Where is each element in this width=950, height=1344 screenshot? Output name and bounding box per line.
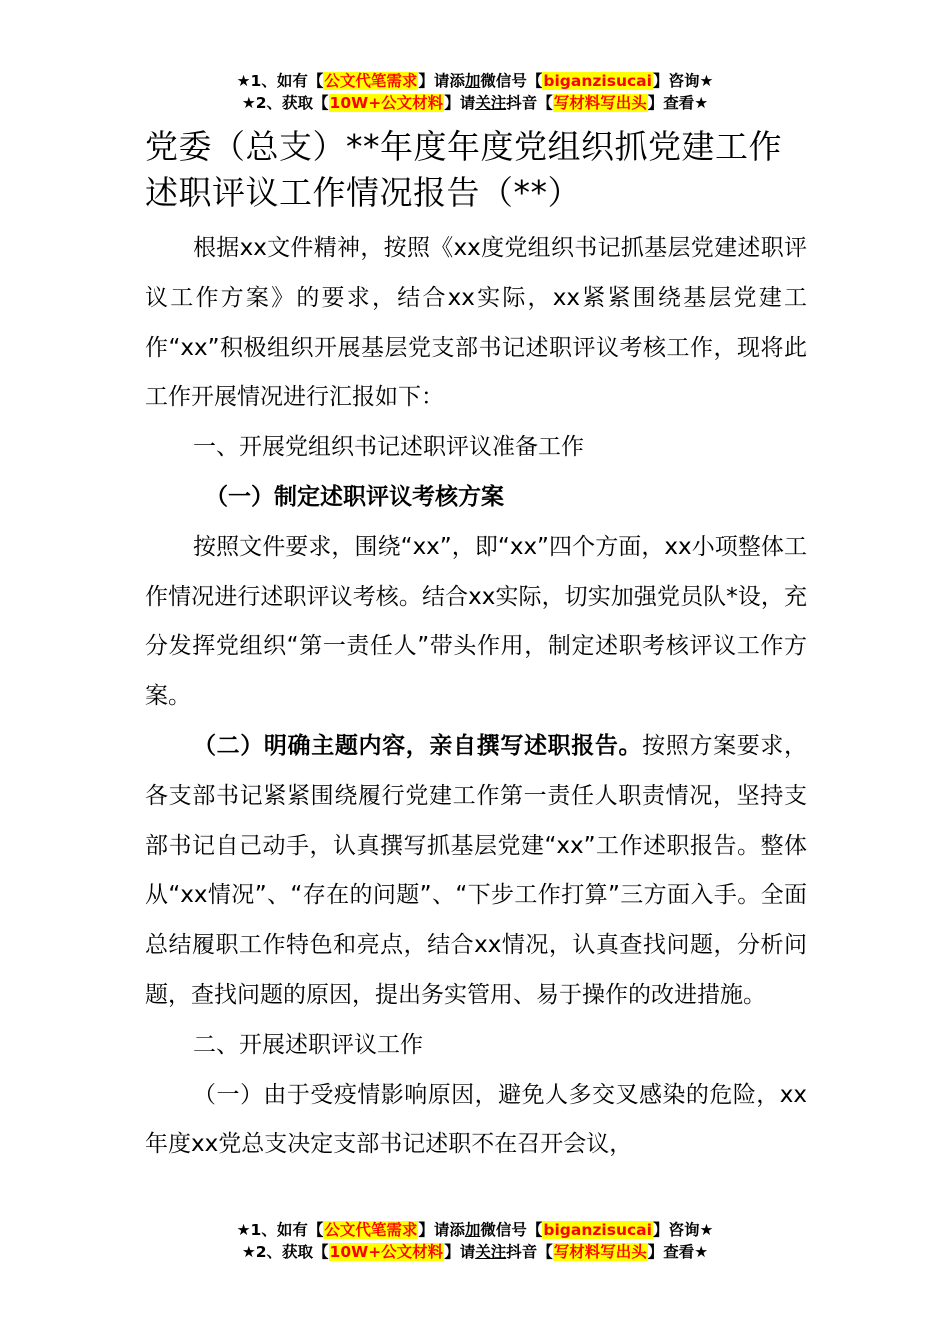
header-promo-banner xyxy=(0,70,950,114)
subsection-1-paragraph: 按照文件要求，围绕“xx”，即“xx”四个方面，xx小项整体工作情况进行述职评议考核。结合xx实际，切实加强党员队*设，充分发挥党组织“第一责任人”带头作用，制定述职考核评议工作方案。 xyxy=(145,533,807,710)
promo-highlight: 10W+公文材料 xyxy=(329,1243,444,1261)
section-1-heading: 一、开展党组织书记述职评议准备工作 xyxy=(193,434,584,461)
promo-line-1: ★1、如有【公文代笔需求】请添加微信号【biganzisucai】咨询★ xyxy=(236,72,714,90)
document-title: 党委（总支）**年度年度党组织抓党建工作述职评议工作情况报告（**） xyxy=(145,127,782,212)
promo-douyin-id: 写材料写出头 xyxy=(553,94,647,112)
promo-highlight: 10W+公文材料 xyxy=(329,94,444,112)
subsection-2-paragraph: （二）明确主题内容，亲自撰写述职报告。按照方案要求，各支部书记紧紧围绕履行党建工作第一责任人职责情况，坚持支部书记自己动手，认真撰写抓基层党建“xx”工作述职报告。整体从“xx情况”、“存在的问题”、“下步工作打算”三方面入手。全面总结履职工作特色和亮点，结合xx情况，认真查找问题，分析问题，查找问题的原因，提出务实管用、易于操作的改进措施。 xyxy=(145,732,808,1008)
subsection-2-heading: （二）明确主题内容，亲自撰写述职报告。 xyxy=(193,732,643,759)
promo-wechat-id: biganzisucai xyxy=(543,72,652,90)
promo-line-2: ★2、获取【10W+公文材料】请关注抖音【写材料写出头】查看★ xyxy=(241,1243,709,1261)
intro-paragraph: 根据xx文件精神，按照《xx度党组织书记抓基层党建述职评议工作方案》的要求，结合xx实际，xx紧紧围绕基层党建工作“xx”积极组织开展基层党支部书记述职评议考核工作，现将此工作开展情况进行汇报如下： xyxy=(145,235,807,411)
promo-highlight: 公文代笔需求 xyxy=(324,72,418,90)
document-body xyxy=(145,124,807,1170)
subsection-1-heading: （一）制定述职评议考核方案 xyxy=(205,483,504,510)
promo-douyin-id: 写材料写出头 xyxy=(553,1243,647,1261)
promo-wechat-id: biganzisucai xyxy=(543,1221,652,1239)
promo-line-1: ★1、如有【公文代笔需求】请添加微信号【biganzisucai】咨询★ xyxy=(236,1221,714,1239)
section-2-heading: 二、开展述职评议工作 xyxy=(193,1031,423,1058)
promo-line-2: ★2、获取【10W+公文材料】请关注抖音【写材料写出头】查看★ xyxy=(241,94,709,112)
footer-promo-banner xyxy=(0,1219,950,1263)
section-2-paragraph-1: （一）由于受疫情影响原因，避免人多交叉感染的危险，xx年度xx党总支决定支部书记述职不在召开会议， xyxy=(145,1081,807,1158)
promo-highlight: 公文代笔需求 xyxy=(324,1221,418,1239)
